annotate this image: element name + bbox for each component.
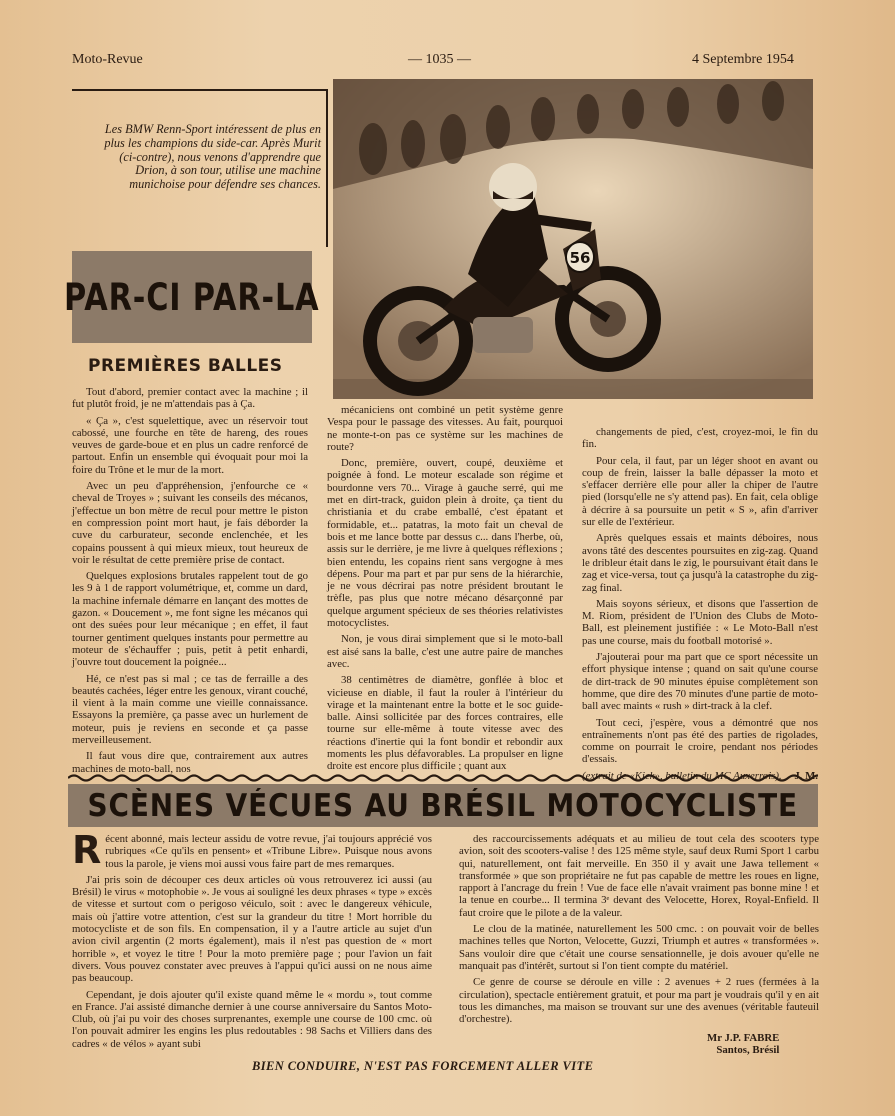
author-name: Mr J.P. FABRE [707,1032,780,1044]
article-source-text: (extrait de «Kick», bulletin du MC Auxerrois). [582,769,782,782]
article-subtitle: PREMIÈRES BALLES [88,356,283,376]
paragraph: Après quelques essais et maints déboires, nous avons tâté des descentes poursuites en zig-zag. Quand le dribleur était dans le zig, le poursuivant était dans le zag et vice-versa, tout ça jusqu'à la catastrophe du zig-zag final. [582,532,818,594]
race-photo [333,79,813,399]
paragraph: Tout ceci, j'espère, vous a démontré que nos entraînements n'ont pas été des parties de rigolades, comme on pourrait le croire, pendant nos périodes d'essais. [582,716,818,766]
paragraph: J'ai pris soin de découper ces deux articles où vous retrouverez ici aussi (au Brésil) le virus « motophobie ». Je vous ai souligné les deux phrases « type » excès de vitesse et surtout com o perigoso véiculo, soit : avec le dangereux véhicule, mais où j'attire votre attention, c'est sur la grandeur du titre ! Mort horrible du motocycliste et de son fils. En compensation, il y a l'autre article au sujet d'un avion civil argentin (2 morts également), mais il n'est pas question de « mort horrible », et voyez le titre ! Pour la moto première page ; pour l'avion un fait divers. Vous pouvez constater avec preuves à l'appui qu'ici aussi on ne nous aime pas beaucoup. [72,873,432,985]
article2-column-2 [459,833,819,1029]
paragraph: changements de pied, c'est, croyez-moi, le fin du fin. [582,426,818,451]
author-location: Santos, Brésil [716,1044,780,1057]
paragraph: Pour cela, il faut, par un léger shoot en avant ou coup de frein, laisser la balle dépasser la moto et s'effacer derrière elle pour aller la chiper de l'autre pied (lorsqu'elle ne s'y attend pas). En fait, cela oblige à décrire à sa poursuite un petit « S », afin d'arriver sur elle de l'extérieur. [582,454,818,529]
paragraph: des raccourcissements adéquats et au milieu de tout cela des scooters type avion, soit des scooters-valise ! des 125 même style, sauf deux Rumi Sport 1 carbu qui, naturellement, ont fait merveille. En 350 il y avait une Jawa tellement « transformée » que son propriétaire ne fut pas capable de mettre les roues en ligne, rapport à l'ancrage du frein ! Vue de face elle n'avait vraiment pas bonne mine ! et la tenue en courbe... Il termina 3ᵉ devant des Velocette, Horex, Royal-Enfield. Il faut croire que le pilote a de la valeur. [459,833,819,919]
wavy-divider [68,773,818,783]
paragraph: « Ça », c'est squelettique, avec un réservoir tout cabossé, une fourche en tête de hareng, des roues veuves de garde-boue et en plus un cadre renforcé de partout. Enfin un ensemble qui évoquait pour moi la foire du Trône et le mur de la mort. [72,414,308,476]
paragraph: Ce genre de course se déroule en ville : 2 avenues + 2 rues (fermées à la circulation), spectacle entièrement gratuit, et pour ma part je voudrais qu'il y en ait tous les dimanches, ma maison se trouvant sur une des avenues (véritable fauteuil d'orchestre). [459,976,819,1026]
paragraph: Quelques explosions brutales rappelent tout de go les 9 à 1 de rapport volumétrique, et, comme un dard, la machine infernale démarre en lançant des mottes de gazon. « Doucement », me font signe les mécanos qui ont des suées pour leur mécanique ; en effet, il faut tourner gentiment quelques instants pour permettre au moteur de s'échauffer ; puis, petit à petit enhardi, j'ouvre tout doucement la poignée... [72,570,308,669]
paragraph [72,828,432,872]
article1-column-3 [582,426,818,786]
drop-cap: R [72,828,102,872]
footer-slogan: BIEN CONDUIRE, N'EST PAS FORCEMENT ALLER VITE [252,1059,594,1073]
photo-caption: Les BMW Renn-Sport intéressent de plus en plus les champions du side-car. Après Murit (ci-contre), nous venons d'apprendre que Drion, à son tour, utilise une machine munichoise pour défendre ses chances. [104,122,321,192]
paragraph: Il faut vous dire que, contrairement aux autres machines de moto-ball, nos [72,750,308,775]
article2-column-1 [72,828,432,1054]
paragraph: Hé, ce n'est pas si mal ; ce tas de ferraille a des beautés cachées, léger entre les genoux, virant couché, il vient à la main comme une vieille connaissance. Essayons la première, ça passe avec un hurlement de moteur, puis je reviens en seconde et ça passe merveilleusement. [72,672,308,747]
paragraph-text: écent abonné, mais lecteur assidu de votre revue, j'ai toujours apprécié vos rubriques «Ce qu'ils en pensent» et «Tribune Libre». Puisque nous avons tous la parole, je viens moi aussi vous faire part de mes remarques. [105,833,432,870]
motorcycle-illustration [333,79,813,399]
paragraph: Mais soyons sérieux, et disons que l'assertion de M. Riom, président de l'Union des Clubs de Moto-Ball, est pleinement justifiée : « Le Moto-Ball n'est pas une course, mais du football motorisé ». [582,597,818,647]
magazine-name: Moto-Revue [72,52,143,67]
article1-column-2 [327,404,563,777]
paragraph: Tout d'abord, premier contact avec la machine ; il fut plutôt froid, je ne m'attendais pas à Ça. [72,386,308,411]
paragraph: Le clou de la matinée, naturellement les 500 cmc. : on pouvait voir de belles machines telles que Norton, Velocette, Guzzi, Triumph et autres « transformées ». Sans vouloir dire que c'était une course sensationnelle, je dois avouer qu'elle ne manquait pas d'intérêt, surtout si l'on tient compte du matériel. [459,923,819,972]
paragraph: Avec un peu d'appréhension, j'enfourche ce « cheval de Troyes » ; suivant les conseils des mécanos, j'effectue un bon mètre de recul pour mettre le piston en compression point mort haut, je fais déborder la cuve du carburateur, seconde enclenchée, et les copains poussent à qui mieux mieux, tout heureux de voir le résultat de cette première prise de contact. [72,480,308,566]
paragraph: J'ajouterai pour ma part que ce sport nécessite un effort physique intense ; quand on sait qu'une course de dirt-track de 90 minutes épuise complètement son homme, que dire des 70 minutes d'une partie de moto-ball avec maints « rush » dirt-track à la clef. [582,651,818,713]
paragraph: Cependant, je dois ajouter qu'il existe quand même le « mordu », tout comme en France. J'ai assisté dimanche dernier à une course anniversaire du Santos Moto-Club, où j'ai pu voir des choses surprenantes, exemple une course de 100 cmc. où l'on pouvait admirer les engins les plus redoutables : 98 Sachs et Villiers dans des cadres « de vélos » ayant subi [72,988,432,1050]
paragraph: 38 centimètres de diamètre, gonflée à bloc et vicieuse en diable, il faut la rouler à l'intérieur du virage et la maintenant entre la botte et le soc guide-balle. Ainsi sollicitée par des forces contraires, elle tourne sur elle-même à toute vitesse avec des réactions d'inertie qui la font bondir et rebondir aux moments les plus défavorables. La propulser en ligne droite est encore plus difficile ; quant aux [327,674,563,773]
article2-title: SCÈNES VÉCUES AU BRÉSIL MOTOCYCLISTE [87,787,799,824]
article-title-banner [64,251,320,343]
article1-column-1 [72,386,308,779]
page-number: — 1035 — [408,52,471,67]
article2-signature [707,1032,779,1057]
race-number: 56 [569,249,591,267]
article-title: PAR-CI PAR-LA [64,275,320,319]
article2-title-banner [68,784,818,827]
article-initials: J. M. [794,769,818,782]
issue-date: 4 Septembre 1954 [692,52,794,67]
paragraph: mécaniciens ont combiné un petit système genre Vespa pour le passage des vitesses. Au fait, pourquoi ne monte-t-on pas ce système sur les machines de route? [327,404,563,453]
paragraph: Donc, première, ouvert, coupé, deuxième et poignée à fond. Le moteur escalade son régime et bourdonne vers 70... Virage à gauche serré, qui me met en dirt-track, guidon plein à droite, ça tient du christiania et du crabe emballé, c'est épatant et formidable, et... patatras, la moto fait un cheval de bois et me lance botte par dessus c... dans l'herbe, où, assis sur le derrière, je me livre à quelques réflexions ; bien entendu, les copains rient sans vergogne à mes dépens. Pour ma part et par pur sens de la hiérarchie, je ne vous décrirai pas notre président broutant le trèfle, pas plus que notre mécano désarçonné par quelque argument spécieux de ses théories relativistes motocyclistes. [327,457,563,630]
paragraph: Non, je vous dirai simplement que si le moto-ball est aisé sans la balle, c'est une autre paire de manches avec. [327,633,563,670]
